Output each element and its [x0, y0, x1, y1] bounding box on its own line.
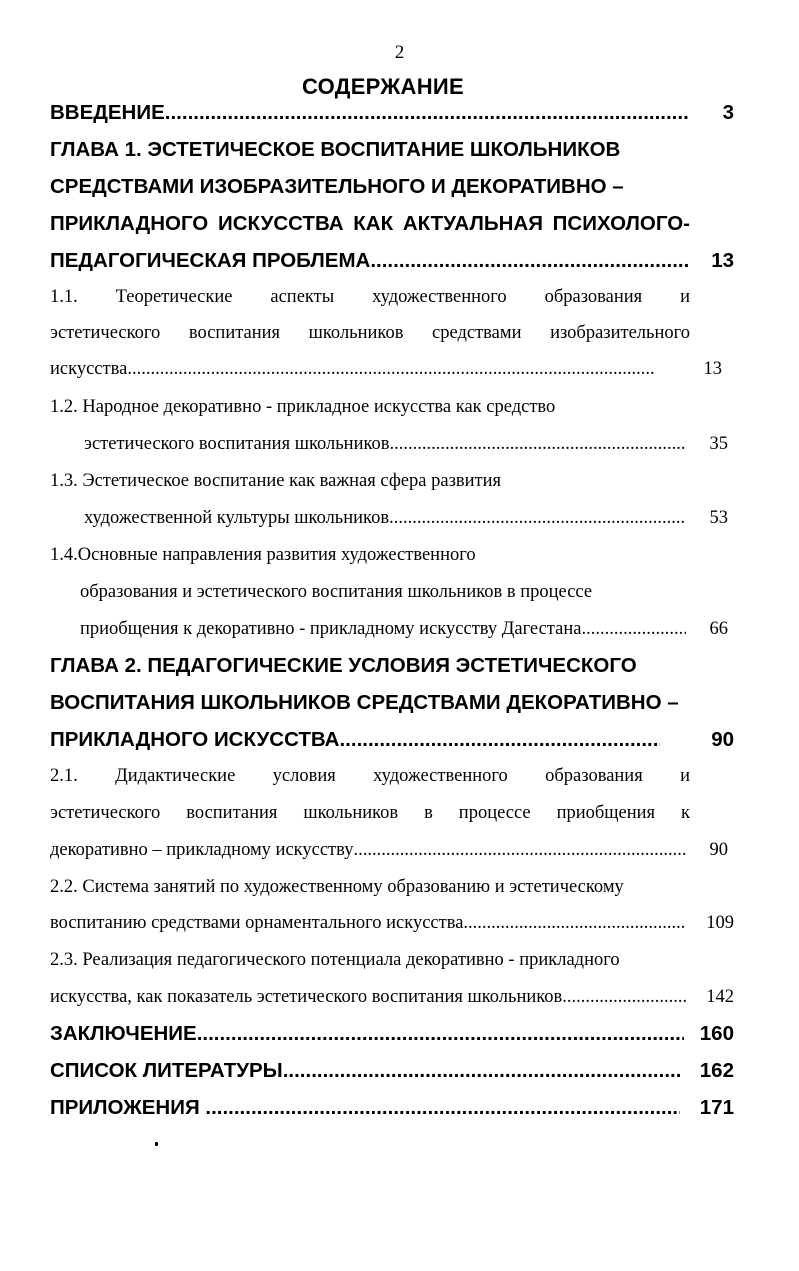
toc-page-number: 66 [709, 619, 728, 639]
toc-section-2-2-line-2 [50, 911, 686, 935]
toc-page-number: 162 [699, 1059, 734, 1082]
toc-entry-intro [50, 100, 690, 126]
toc-section-1-4-line-2: образования и эстетического воспитания школьников в процессе [80, 582, 593, 602]
toc-page-number: 90 [711, 728, 734, 751]
toc-entry-label: ПЕДАГОГИЧЕСКАЯ ПРОБЛЕМА [50, 249, 371, 272]
toc-entry-label: искусства [50, 359, 128, 379]
toc-page-number: 90 [709, 840, 728, 860]
toc-section-1-4-line-1: 1.4.Основные направления развития художественного [50, 545, 476, 565]
toc-entry-label: искусства, как показатель эстетического воспитания школьников [50, 987, 563, 1007]
page-number: 2 [394, 42, 405, 63]
page-title: СОДЕРЖАНИЕ [301, 74, 465, 99]
toc-section-2-3-line-1: 2.3. Реализация педагогического потенциала декоративно - прикладного [50, 950, 620, 970]
toc-section-2-2-line-1: 2.2. Система занятий по художественному образованию и эстетическому [50, 877, 624, 897]
toc-section-2-3-line-2 [50, 985, 686, 1009]
toc-page-number: 160 [699, 1022, 734, 1045]
toc-section-1-1-line-2: эстетического воспитания школьников средствами изобразительного [50, 323, 690, 343]
toc-entry-appendix [50, 1095, 680, 1121]
toc-chapter-2-line-3 [50, 727, 660, 753]
toc-section-1-1-line-3 [50, 357, 656, 381]
toc-page-number: 13 [703, 359, 722, 379]
toc-page-number: 3 [722, 101, 734, 124]
toc-entry-label: ПРИЛОЖЕНИЯ [50, 1096, 206, 1119]
toc-section-2-1-line-2: эстетического воспитания школьников в процессе приобщения к [50, 803, 690, 823]
toc-section-2-1-line-3 [50, 838, 686, 862]
toc-section-1-2-line-2 [84, 432, 686, 456]
toc-section-1-4-line-3 [80, 617, 686, 641]
toc-page-number: 53 [709, 508, 728, 528]
toc-section-1-3-line-1: 1.3. Эстетическое воспитание как важная сфера развития [50, 471, 502, 491]
toc-entry-label: эстетического воспитания школьников [84, 434, 390, 454]
toc-page-number: 13 [711, 249, 734, 272]
toc-entry-label: приобщения к декоративно - прикладному искусству Дагестана [80, 619, 582, 639]
toc-chapter-1-line-3: ПРИКЛАДНОГО ИСКУССТВА КАК АКТУАЛЬНАЯ ПСИХОЛОГО- [50, 212, 690, 235]
toc-entry-conclusion [50, 1021, 684, 1047]
toc-page-number: 171 [699, 1096, 734, 1119]
toc-section-1-1-line-1: 1.1. Теоретические аспекты художественного образования и [50, 287, 690, 307]
toc-entry-label: художественной культуры школьников [84, 508, 390, 528]
toc-chapter-2-line-1: ГЛАВА 2. ПЕДАГОГИЧЕСКИЕ УСЛОВИЯ ЭСТЕТИЧЕСКОГО [50, 654, 637, 677]
toc-section-2-1-line-1: 2.1. Дидактические условия художественного образования и [50, 766, 690, 786]
stray-mark [155, 1142, 158, 1146]
toc-section-1-2-line-1: 1.2. Народное декоративно - прикладное искусства как средство [50, 397, 556, 417]
toc-chapter-1-line-1: ГЛАВА 1. ЭСТЕТИЧЕСКОЕ ВОСПИТАНИЕ ШКОЛЬНИКОВ [50, 138, 621, 161]
toc-entry-label: ПРИКЛАДНОГО ИСКУССТВА [50, 728, 340, 751]
toc-page-number: 109 [706, 913, 734, 933]
toc-entry-label: ВВЕДЕНИЕ [50, 101, 165, 124]
toc-section-1-3-line-2 [84, 506, 686, 530]
toc-chapter-2-line-2: ВОСПИТАНИЯ ШКОЛЬНИКОВ СРЕДСТВАМИ ДЕКОРАТИВНО – [50, 691, 679, 714]
toc-entry-label: декоративно – прикладному искусству [50, 840, 354, 860]
toc-entry-label: СПИСОК ЛИТЕРАТУРЫ [50, 1059, 283, 1082]
toc-entry-literature [50, 1058, 680, 1084]
toc-entry-label: воспитанию средствами орнаментального искусства [50, 913, 464, 933]
toc-entry-label: ЗАКЛЮЧЕНИЕ [50, 1022, 197, 1045]
toc-chapter-1-line-4 [50, 248, 690, 274]
toc-page-number: 142 [706, 987, 734, 1007]
toc-page-number: 35 [709, 434, 728, 454]
toc-chapter-1-line-2: СРЕДСТВАМИ ИЗОБРАЗИТЕЛЬНОГО И ДЕКОРАТИВНО – [50, 175, 624, 198]
